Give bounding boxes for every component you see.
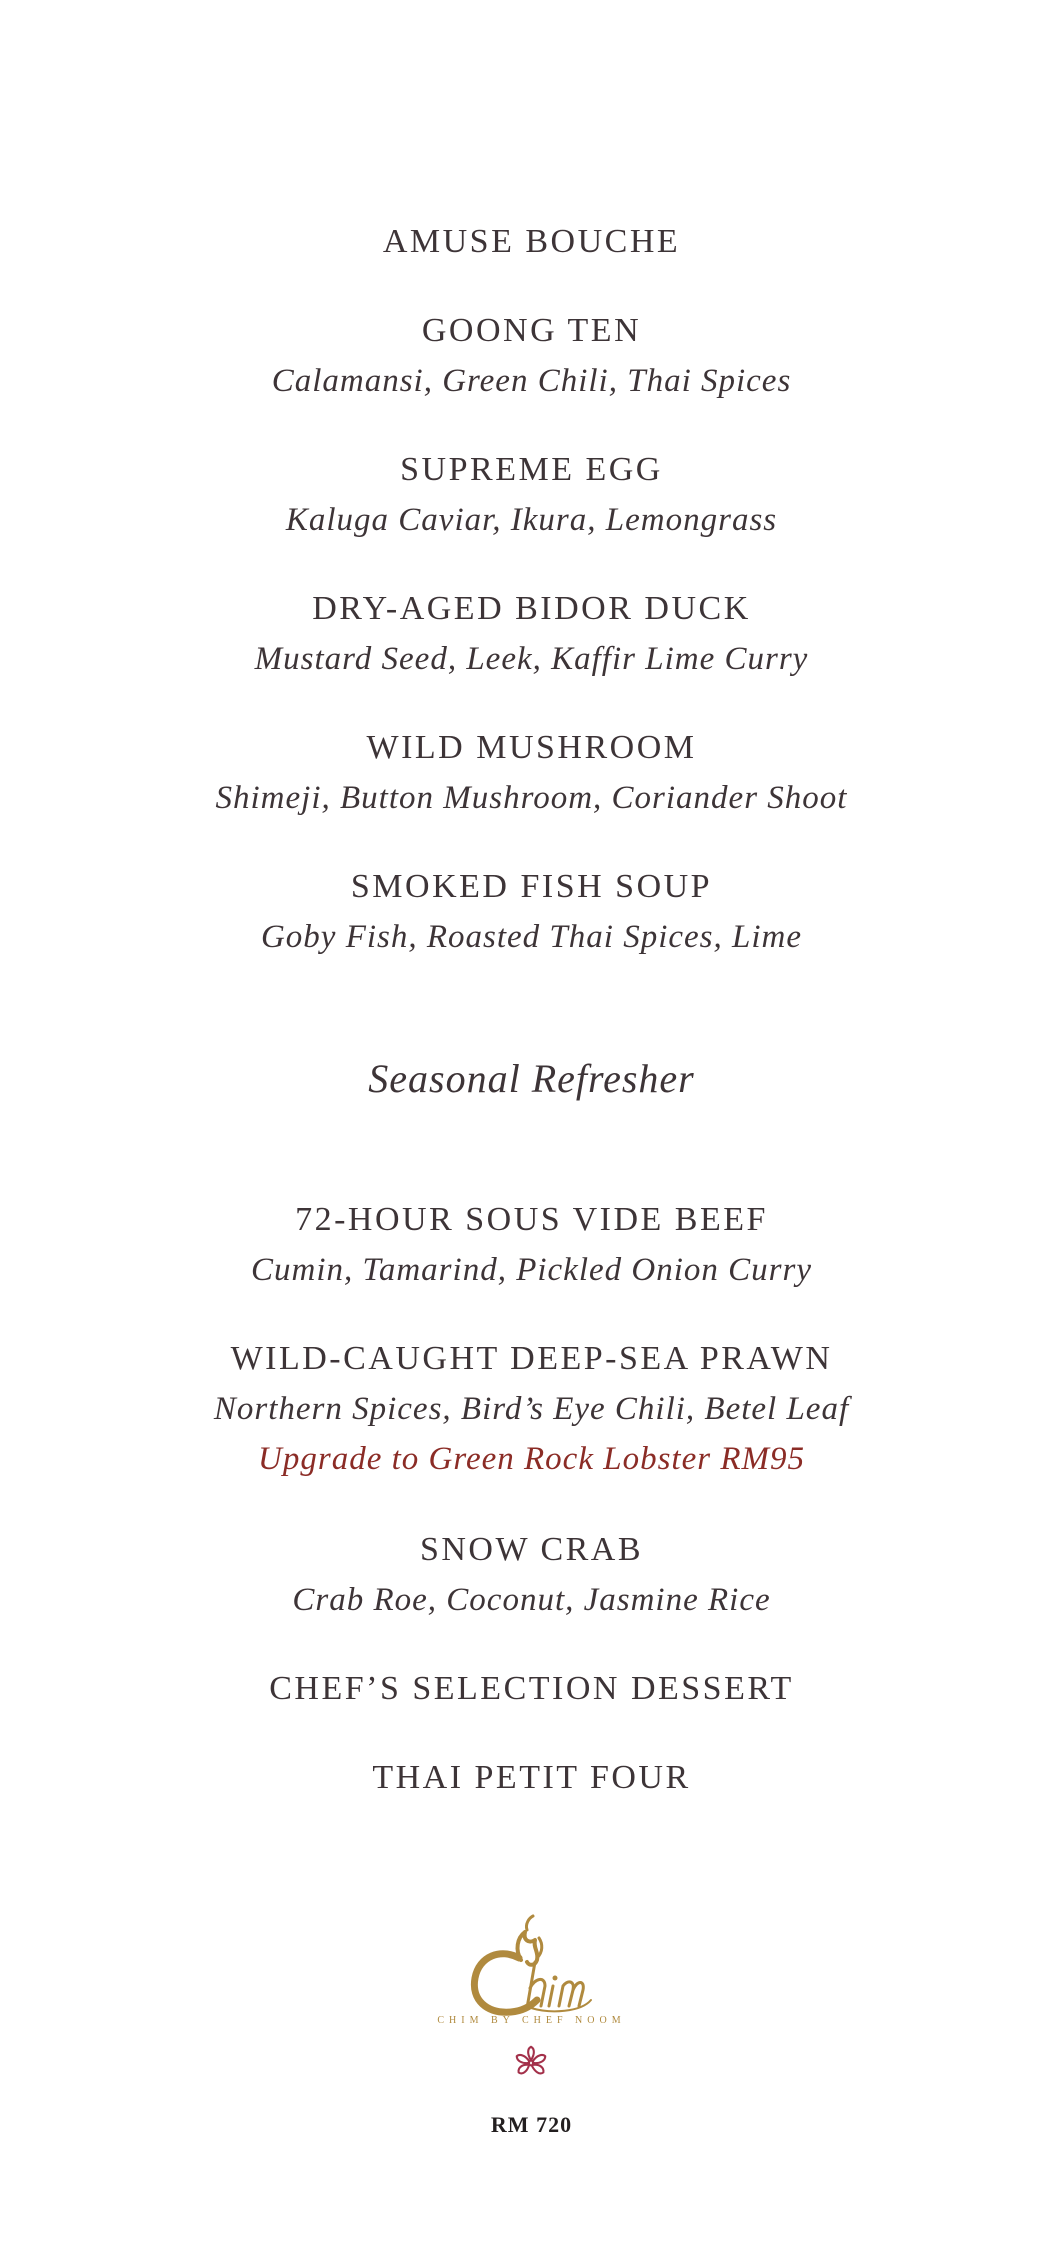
course-desc-bidor-duck: Mustard Seed, Leek, Kaffir Lime Curry (254, 641, 809, 677)
course-desc-goong-ten: Calamansi, Green Chili, Thai Spices (271, 363, 792, 399)
interlude-seasonal-refresher: Seasonal Refresher (368, 1056, 695, 1101)
course-desc-wild-mushroom: Shimeji, Button Mushroom, Coriander Shoot (215, 780, 848, 816)
michelin-flower-icon (512, 2043, 550, 2081)
course-desc-supreme-egg: Kaluga Caviar, Ikura, Lemongrass (285, 502, 778, 538)
menu-price: RM 720 (490, 2112, 573, 2137)
course-desc-sous-vide-beef: Cumin, Tamarind, Pickled Onion Curry (251, 1252, 812, 1288)
course-title-wild-mushroom: WILD MUSHROOM (366, 729, 697, 766)
course-title-thai-petit-four: THAI PETIT FOUR (372, 1759, 691, 1796)
course-desc-smoked-fish-soup: Goby Fish, Roasted Thai Spices, Lime (260, 919, 803, 955)
course-title-smoked-fish-soup: SMOKED FISH SOUP (350, 868, 713, 905)
course-title-supreme-egg: SUPREME EGG (400, 451, 663, 488)
course-title-deep-sea-prawn: WILD-CAUGHT DEEP-SEA PRAWN (230, 1340, 833, 1377)
course-desc-deep-sea-prawn: Northern Spices, Bird’s Eye Chili, Betel Leaf (213, 1391, 850, 1427)
course-title-goong-ten: GOONG TEN (421, 312, 642, 349)
course-title-bidor-duck: DRY-AGED BIDOR DUCK (312, 590, 751, 627)
course-title-chefs-dessert: CHEF’S SELECTION DESSERT (269, 1670, 794, 1707)
brand-tagline: CHIM BY CHEF NOOM (437, 2015, 626, 2026)
course-title-amuse-bouche: AMUSE BOUCHE (382, 223, 681, 260)
course-title-snow-crab: SNOW CRAB (419, 1531, 644, 1568)
course-title-sous-vide-beef: 72-HOUR SOUS VIDE BEEF (295, 1201, 768, 1238)
course-desc-snow-crab: Crab Roe, Coconut, Jasmine Rice (292, 1582, 771, 1618)
course-upgrade-lobster: Upgrade to Green Rock Lobster RM95 (258, 1441, 805, 1477)
